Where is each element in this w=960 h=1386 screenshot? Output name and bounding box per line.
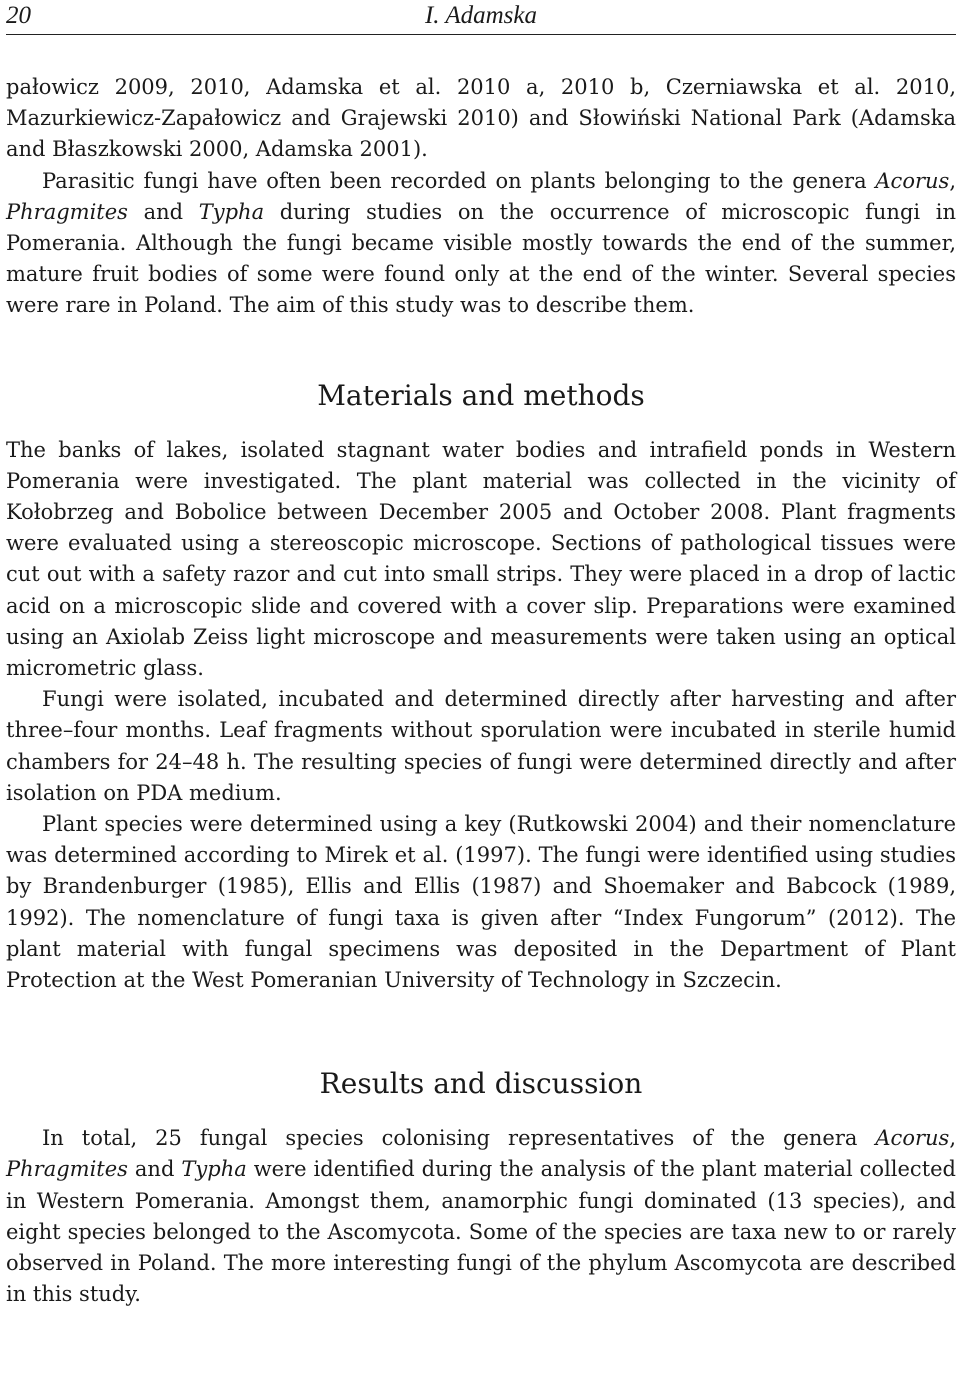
section-title-results: Results and discussion — [319, 1067, 643, 1101]
genus-acorus: Acorus — [875, 168, 950, 193]
results-separator-comma: , — [949, 1126, 956, 1151]
intro-paragraph-continued: pałowicz 2009, 2010, Adamska et al. 2010 a, 2010 b, Czerniawska et al. 2010, Mazurkiewicz-Zapałowicz and Grajewski 2010) and Słowiński National Park (Adamska and Błaszkowski 2000, Adamska 2001). — [6, 75, 956, 162]
document-body — [6, 72, 956, 1311]
genus-acorus: Acorus — [875, 1126, 950, 1151]
intro-text-end: during studies on the occurrence of microscopic fungi in Pomerania. Although the fungi became visible mostly towards the end of the summer, mature fruit bodies of some were found only at the end of the winter. Several species were rare in Poland. The aim of this study was to describe them. — [6, 199, 957, 318]
results-section — [6, 1123, 956, 1310]
genus-typha: Typha — [198, 199, 265, 224]
methods-paragraph-identification: Plant species were determined using a key (Rutkowski 2004) and their nomenclature was determined according to Mirek et al. (1997). The fungi were identified using studies by Brandenburger (1985), Ellis and Ellis (1987) and Shoemaker and Babcock (1989, 1992). The nomenclature of fungi taxa is given after “Index Fungorum” (2012). The plant material with fungal specimens was deposited in the Department of Plant Protection at the West Pomeranian University of Technology in Szczecin. — [6, 812, 956, 993]
genus-phragmites: Phragmites — [6, 199, 128, 224]
running-header-author: I. Adamska — [424, 2, 538, 29]
genus-typha: Typha — [181, 1157, 247, 1182]
intro-separator-and: and — [127, 199, 199, 224]
methods-paragraph-isolation: Fungi were isolated, incubated and determined directly after harvesting and after three–four months. Leaf fragments without sporulation were incubated in sterile humid chambers for 24–48 h. The resulting species of fungi were determined directly and after isolation on PDA medium. — [6, 687, 956, 805]
running-header — [6, 0, 956, 35]
results-text-start: In total, 25 fungal species colonising representatives of the genera — [42, 1126, 876, 1151]
results-paragraph-summary — [6, 1123, 956, 1310]
document-page — [6, 0, 956, 1311]
section-title-methods: Materials and methods — [317, 378, 645, 412]
results-separator-and: and — [127, 1157, 182, 1182]
intro-paragraph-aim — [6, 166, 956, 322]
methods-paragraph-study-area: The banks of lakes, isolated stagnant water bodies and intrafield ponds in Western Pomerania were investigated. The plant material was collected in the vicinity of Kołobrzeg and Bobolice between December 2005 and October 2008. Plant fragments were evaluated using a stereoscopic microscope. Sections of pathological tissues were cut out with a safety razor and cut into small strips. They were placed in a drop of lactic acid on a microscopic slide and covered with a cover slip. Preparations were examined using an Axiolab Zeiss light microscope and measurements were taken using an optical micrometric glass. — [6, 437, 956, 681]
results-text-end: were identified during the analysis of the plant material collected in Western Pomerania. Amongst them, anamorphic fungi dominated (13 species), and eight species belonged to the Ascomycota. Some of the species are taxa new to or rarely observed in Poland. The more interesting fungi of the phylum Ascomycota are described in this study. — [6, 1157, 957, 1307]
genus-phragmites: Phragmites — [6, 1157, 128, 1182]
intro-separator-comma: , — [949, 168, 956, 193]
intro-text-start: Parasitic fungi have often been recorded on plants belonging to the genera — [42, 168, 876, 193]
methods-section — [6, 435, 956, 997]
page-number: 20 — [6, 2, 31, 29]
